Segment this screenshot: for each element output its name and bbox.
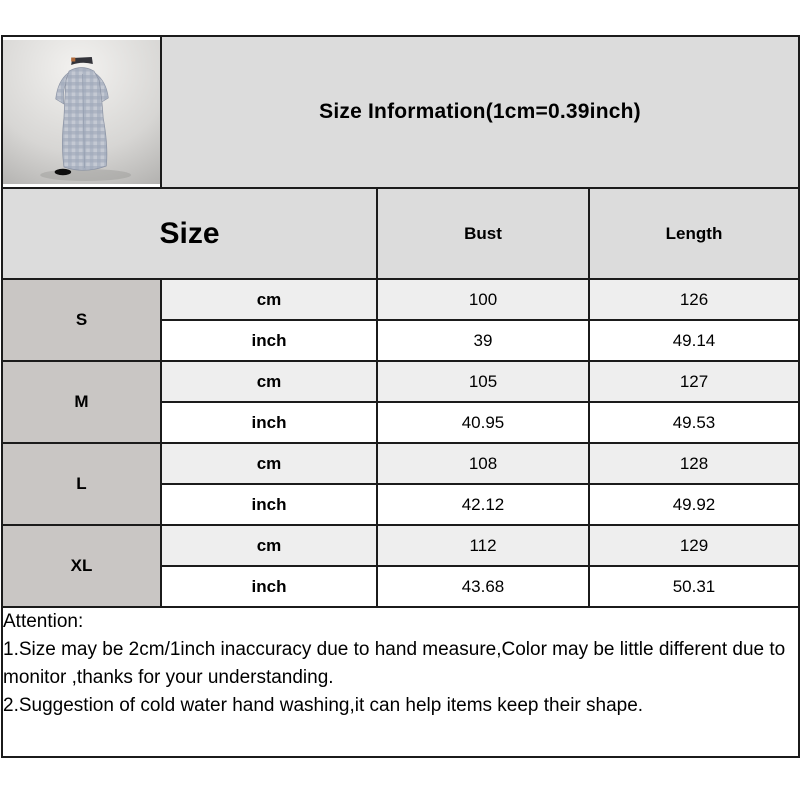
length-header: Length	[589, 188, 799, 279]
length-m-inch: 49.53	[589, 402, 799, 443]
attention-note-1: 1.Size may be 2cm/1inch inaccuracy due to hand measure,Color may be little different due to monitor ,thanks for your understanding.	[3, 639, 786, 688]
attention-note-2: 2.Suggestion of cold water hand washing,it can help items keep their shape.	[3, 695, 644, 716]
size-header: Size	[2, 188, 377, 279]
size-label-l: L	[2, 443, 161, 525]
product-photo	[3, 40, 160, 184]
length-s-inch: 49.14	[589, 320, 799, 361]
unit-cm: cm	[161, 525, 377, 566]
table-row-xl-cm	[2, 525, 799, 566]
size-label-m: M	[2, 361, 161, 443]
top-row	[2, 36, 799, 188]
bust-l-cm: 108	[377, 443, 589, 484]
size-table	[1, 35, 800, 758]
floor-shadow	[40, 169, 131, 181]
bust-s-cm: 100	[377, 279, 589, 320]
bust-xl-inch: 43.68	[377, 566, 589, 607]
length-xl-cm: 129	[589, 525, 799, 566]
bust-m-inch: 40.95	[377, 402, 589, 443]
attention-cell	[2, 607, 799, 757]
bust-m-cm: 105	[377, 361, 589, 402]
size-label-s: S	[2, 279, 161, 361]
bust-header: Bust	[377, 188, 589, 279]
unit-cm: cm	[161, 443, 377, 484]
length-m-cm: 127	[589, 361, 799, 402]
attention-heading: Attention:	[3, 611, 84, 632]
unit-inch: inch	[161, 566, 377, 607]
length-l-cm: 128	[589, 443, 799, 484]
header-row	[2, 188, 799, 279]
size-label-xl: XL	[2, 525, 161, 607]
unit-cm: cm	[161, 279, 377, 320]
unit-inch: inch	[161, 484, 377, 525]
length-xl-inch: 50.31	[589, 566, 799, 607]
bust-l-inch: 42.12	[377, 484, 589, 525]
hair-accent	[71, 58, 75, 62]
product-photo-cell	[2, 36, 161, 188]
unit-inch: inch	[161, 402, 377, 443]
shoe	[55, 169, 72, 175]
bust-xl-cm: 112	[377, 525, 589, 566]
page-title: Size Information(1cm=0.39inch)	[319, 100, 641, 123]
attention-row	[2, 607, 799, 757]
dress-illustration	[3, 40, 160, 184]
length-l-inch: 49.92	[589, 484, 799, 525]
table-row-s-cm	[2, 279, 799, 320]
bust-s-inch: 39	[377, 320, 589, 361]
title-cell	[161, 36, 799, 188]
length-s-cm: 126	[589, 279, 799, 320]
table-row-l-cm	[2, 443, 799, 484]
unit-cm: cm	[161, 361, 377, 402]
table-row-m-cm	[2, 361, 799, 402]
unit-inch: inch	[161, 320, 377, 361]
